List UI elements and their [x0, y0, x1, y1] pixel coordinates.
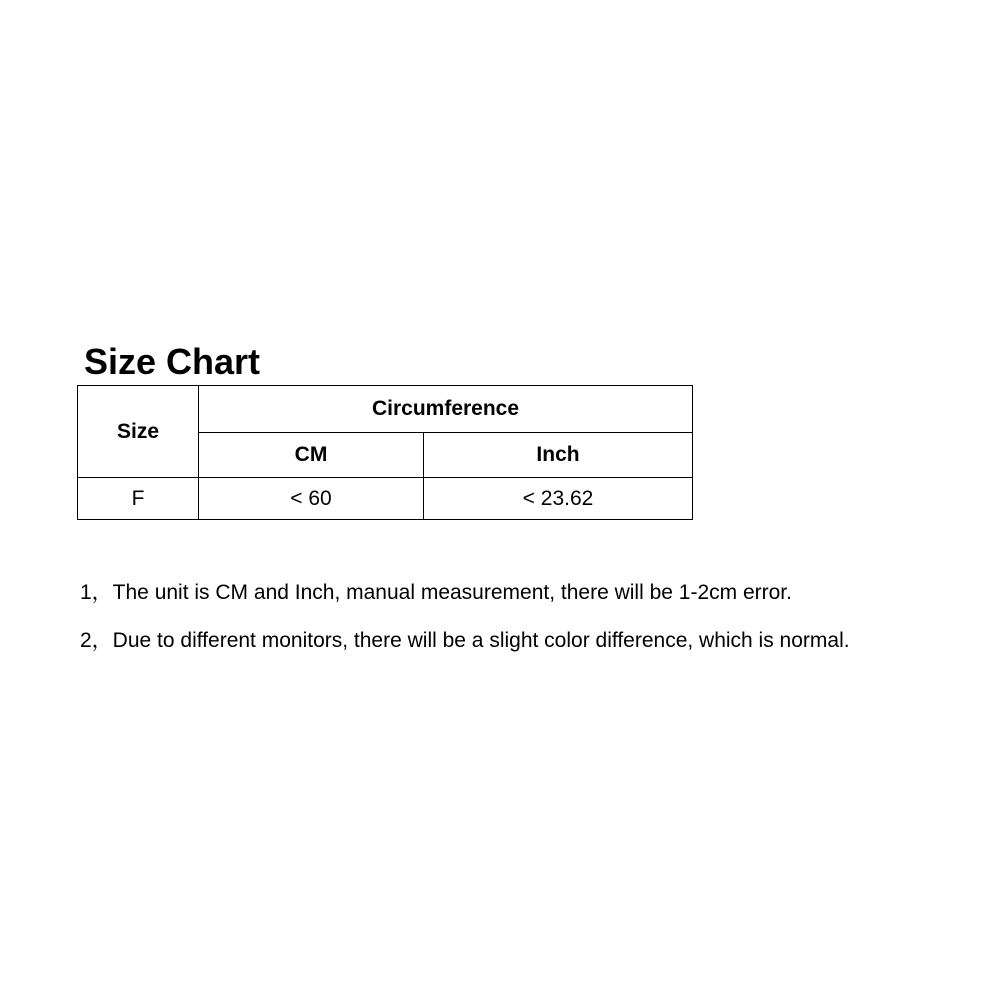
- notes-list: [80, 577, 850, 673]
- cell-cm: < 60: [199, 478, 424, 520]
- cell-inch: < 23.62: [424, 478, 693, 520]
- header-circumference: Circumference: [199, 386, 693, 433]
- page-title: Size Chart: [84, 341, 261, 382]
- table-header-row: [78, 386, 693, 433]
- header-cm: CM: [199, 433, 424, 478]
- cell-size: F: [78, 478, 199, 520]
- header-size: Size: [78, 386, 199, 478]
- table-row: [78, 478, 693, 520]
- size-chart-table: [77, 385, 693, 520]
- note-item: 2，Due to different monitors, there will be a slight color difference, which is normal.: [80, 629, 850, 652]
- note-item: 1，The unit is CM and Inch, manual measurement, there will be 1-2cm error.: [80, 581, 792, 604]
- header-inch: Inch: [424, 433, 693, 478]
